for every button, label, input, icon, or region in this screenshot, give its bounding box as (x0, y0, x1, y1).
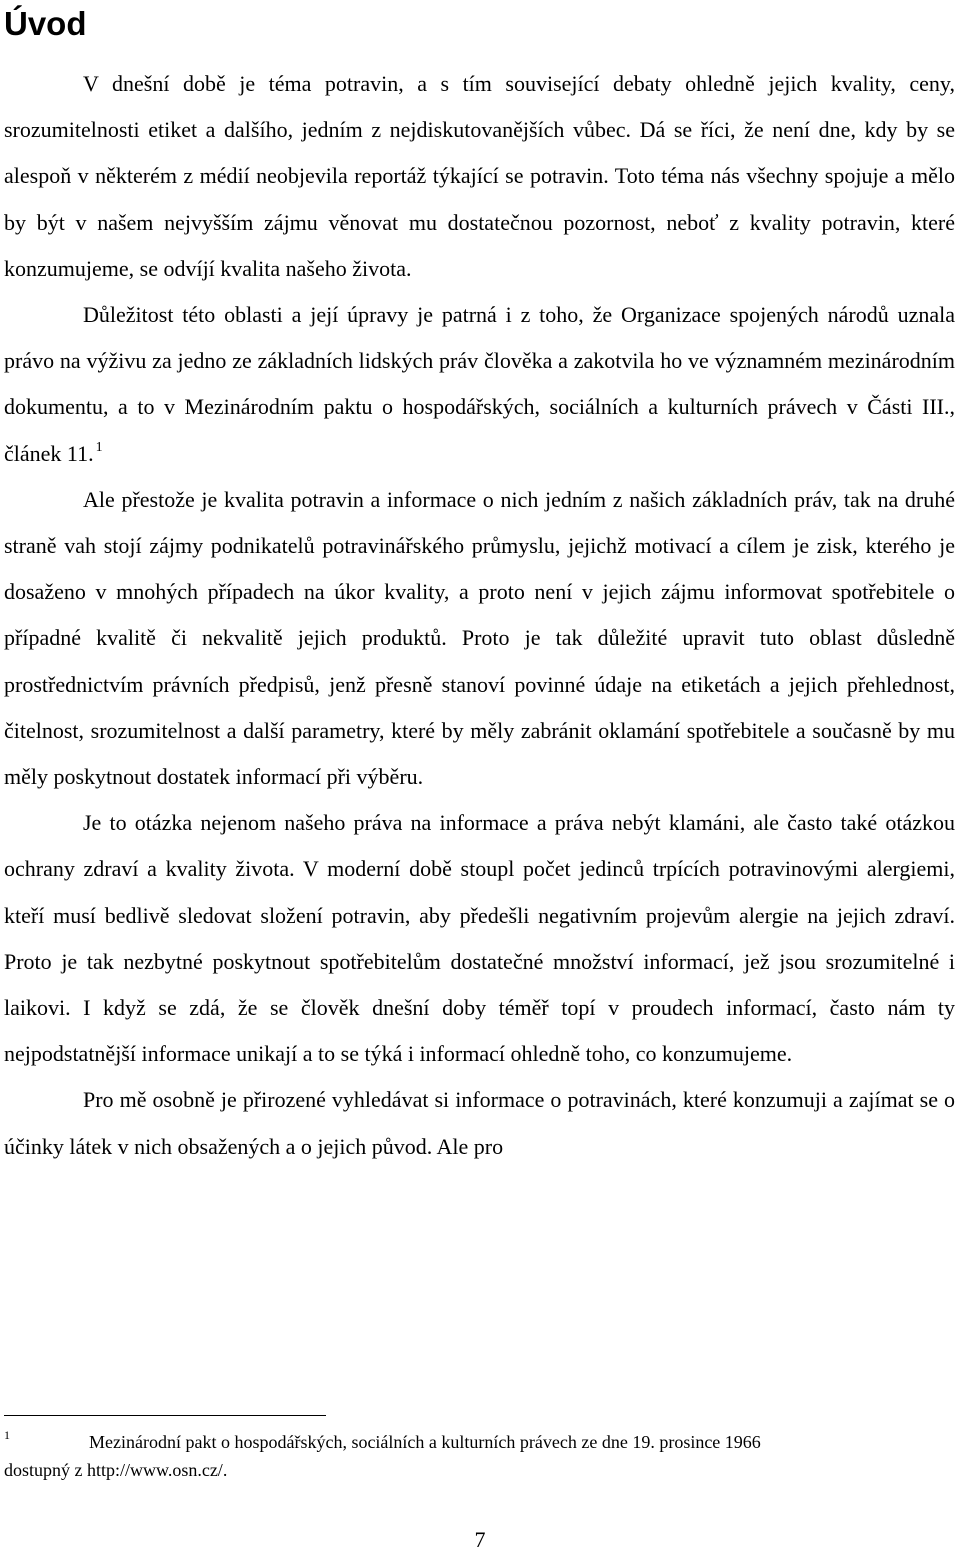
paragraph-business-interests: Ale přestože je kvalita potravin a informace o nich jedním z našich základních práv, tak na druhé straně vah stojí zájmy podnikatelů potravinářského průmyslu, jejichž motivací a cílem je zisk, kterého je dosaženo v mnohých případech na úkor kvality, a proto není v jejich zájmu informovat spotřebitele o případné kvalitě či nekvalitě jejich produktů. Proto je tak důležité upravit tuto oblast důsledně prostřednictvím právních předpisů, jenž přesně stanoví povinné údaje na etiketách a jejich přehlednost, čitelnost, srozumitelnost a další parametry, které by měly zabránit oklamání spotřebitele a současně by mu měly poskytnout dostatek informací při výběru. (4, 486, 955, 790)
footnote-reference[interactable]: 1 (95, 439, 103, 455)
footnote (4, 1428, 955, 1484)
paragraph-health: Je to otázka nejenom našeho práva na informace a práva nebýt klamáni, ale často také otázkou ochrany zdraví a kvality života. V moderní době stoupl počet jedinců trpících potravinovými alergiemi, kteří musí bedlivě sledovat složení potravin, aby předešli negativním projevům alergie na jejich zdraví. Proto je tak nezbytné poskytnout spotřebitelům dostatečné množství informací, jež jsou srozumitelné i laikovi. I když se zdá, že se člověk dnešní doby téměř topí v proudech informací, často nám ty nejpodstatnější informace unikají a to se týká i informací ohledně toho, co konzumujeme. (4, 810, 955, 1067)
paragraph-un-right-text: Důležitost této oblasti a její úpravy je patrná i z toho, že Organizace spojených národů uznala právo na výživu za jedno ze základních lidských práv člověka a zakotvila ho ve významném mezinárodním dokumentu, a to v Mezinárodním paktu o hospodářských, sociálních a kulturních právech v Části III., článek 11. (4, 302, 955, 466)
paragraph-personal: Pro mě osobně je přirozené vyhledávat si informace o potravinách, které konzumuji a zajímat se o účinky látek v nich obsažených a o jejich původ. Ale pro (4, 1087, 955, 1159)
footnote-number: 1 (4, 1428, 10, 1442)
footnote-text-line-1: Mezinárodní pakt o hospodářských, sociálních a kulturních právech ze dne 19. prosince 1966 (89, 1432, 761, 1452)
page-number: 7 (474, 1527, 486, 1552)
paragraph-un-right (4, 292, 955, 477)
footnote-text-line-2: dostupný z http://www.osn.cz/. (4, 1460, 228, 1480)
document-body (4, 61, 955, 1170)
footnote-separator (4, 1415, 326, 1416)
paragraph-intro: V dnešní době je téma potravin, a s tím související debaty ohledně jejich kvality, ceny, srozumitelnosti etiket a dalšího, jedním z nejdiskutovanějších vůbec. Dá se říci, že není dne, kdy by se alespoň v některém z médií neobjevila reportáž týkající se potravin. Toto téma nás všechny spojuje a mělo by být v našem nejvyšším zájmu věnovat mu dostatečnou pozornost, neboť z kvality potravin, které konzumujeme, se odvíjí kvalita našeho života. (4, 71, 955, 281)
page-title: Úvod (4, 5, 87, 42)
